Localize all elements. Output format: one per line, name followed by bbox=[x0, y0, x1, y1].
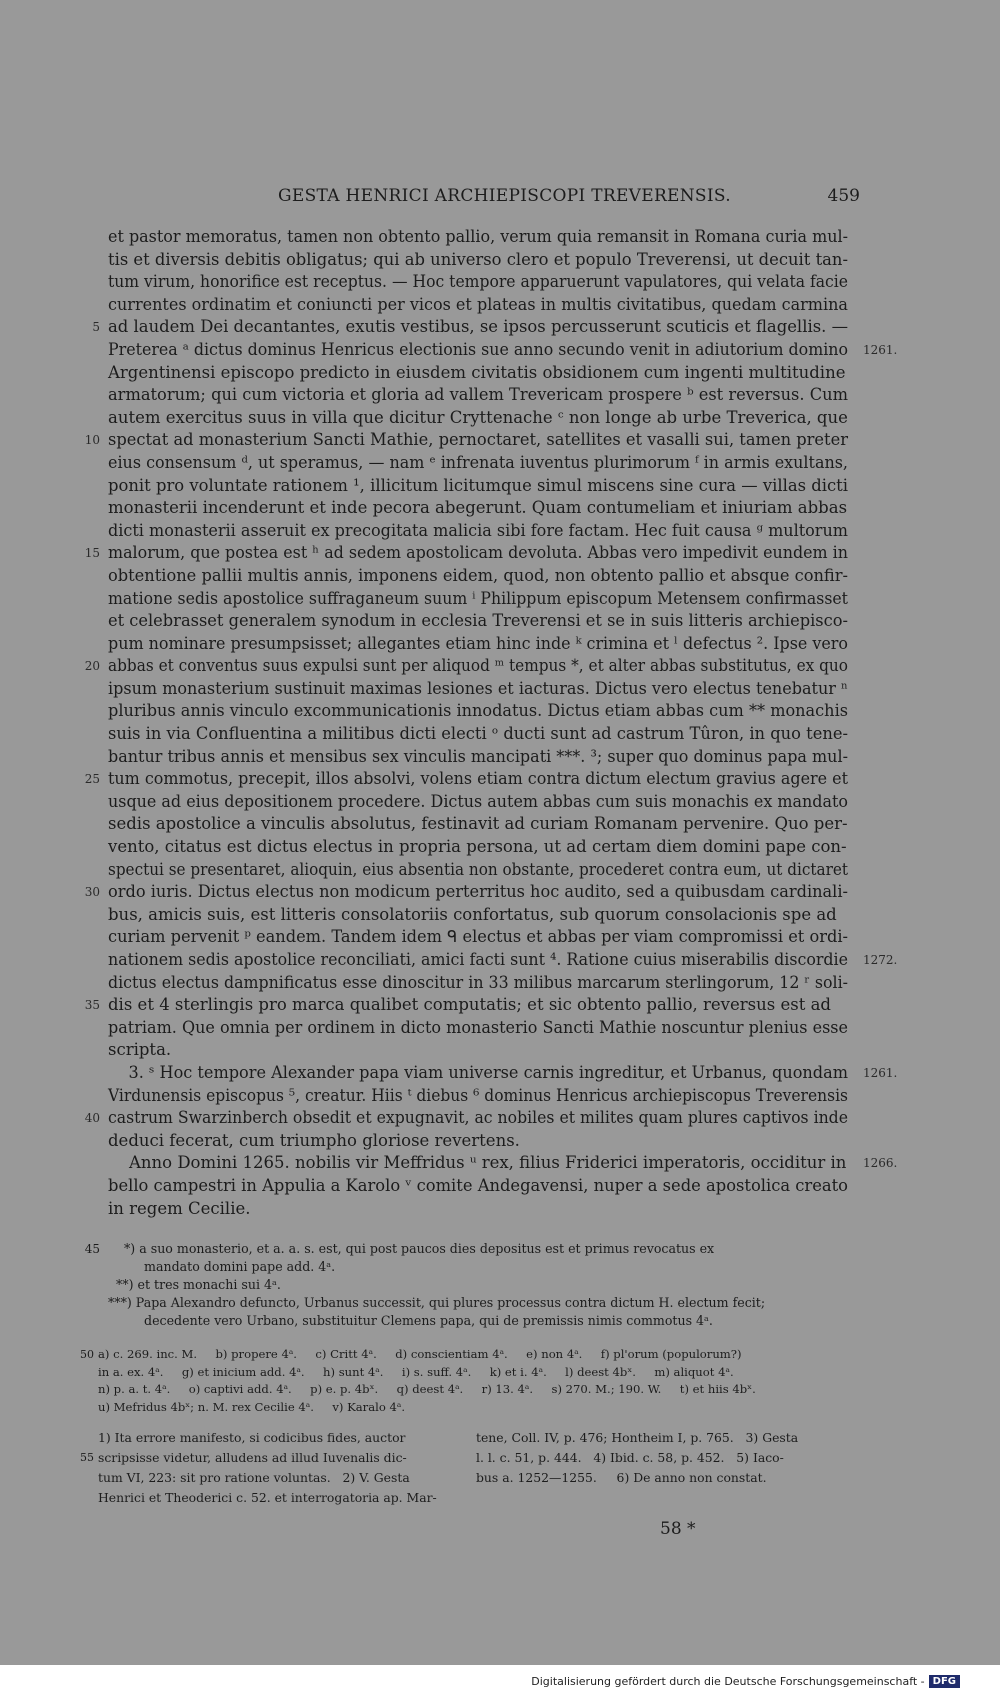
footnote-line bbox=[108, 1312, 853, 1330]
text-line bbox=[108, 497, 853, 520]
variant-line bbox=[98, 1381, 858, 1399]
line-text: ipsum monasterium sustinuit maximas lesiones et iacturas. Dictus vero electus tenebatur ⁿ bbox=[108, 678, 848, 698]
text-line bbox=[108, 1198, 853, 1221]
margin-year: 1261. bbox=[863, 342, 898, 357]
text-line bbox=[84, 994, 853, 1017]
text-line bbox=[108, 362, 853, 385]
line-text: spectat ad monasterium Sancti Mathie, pernoctaret, satellites et vasalli sui, tamen preter bbox=[108, 430, 848, 450]
text-line bbox=[108, 271, 853, 294]
text-line bbox=[92, 316, 853, 339]
variant-apparatus bbox=[80, 1346, 858, 1416]
reference-line bbox=[476, 1448, 858, 1468]
running-title: GESTA HENRICI ARCHIEPISCOPI TREVERENSIS. bbox=[278, 186, 731, 206]
text-line bbox=[108, 294, 853, 317]
line-text: obtentione pallii multis annis, imponens eidem, quod, non obtento pallio et absque confir- bbox=[108, 565, 848, 585]
footnote-text: mandato domini pape add. 4ᵃ. bbox=[108, 1259, 336, 1274]
line-text: Preterea ᵃ dictus dominus Henricus electionis sue anno secundo venit in adiutorium domino bbox=[108, 339, 848, 359]
line-number: 45 bbox=[84, 1242, 100, 1256]
margin-year: 1266. bbox=[863, 1156, 898, 1171]
text-line bbox=[108, 520, 853, 543]
line-text: tum commotus, precepit, illos absolvi, volens etiam contra dictum electum gravius agere et bbox=[108, 769, 848, 789]
variant-text: a) c. 269. inc. M. b) propere 4ᵃ. c) Critt 4ᵃ. d) conscientiam 4ᵃ. e) non 4ᵃ. f) pl'orum (populorum?) bbox=[98, 1347, 742, 1361]
text-line bbox=[108, 813, 853, 836]
text-line bbox=[108, 452, 853, 475]
line-text: spectui se presentaret, alioquin, eius absentia non obstante, procederet contra eum, ut dictaret bbox=[108, 859, 848, 879]
line-number: 5 bbox=[92, 320, 100, 335]
text-line bbox=[84, 429, 853, 452]
line-text: bantur tribus annis et mensibus sex vinculis mancipati ***. ³; super quo dominus papa mul- bbox=[108, 746, 848, 766]
reference-line bbox=[98, 1488, 466, 1508]
line-text: Virdunensis episcopus ⁵, creatur. Hiis ᵗ diebus ⁶ dominus Henricus archiepiscopus Treverensis bbox=[108, 1085, 848, 1105]
dfg-logo: DFG bbox=[929, 1675, 960, 1688]
reference-notes bbox=[80, 1428, 858, 1518]
footnote-line bbox=[84, 1240, 853, 1258]
line-text: patriam. Que omnia per ordinem in dicto monasterio Sancti Mathie noscuntur plenius esse bbox=[108, 1017, 848, 1037]
text-line bbox=[108, 588, 853, 611]
text-line bbox=[84, 881, 853, 904]
text-line bbox=[108, 1085, 853, 1108]
text-line bbox=[108, 972, 853, 995]
text-line bbox=[108, 1152, 898, 1175]
line-text: et pastor memoratus, tamen non obtento pallio, verum quia remansit in Romana curia mul- bbox=[108, 227, 848, 246]
line-text: tum virum, honorifice est receptus. — Hoc tempore apparuerunt vapulatores, qui velata facie bbox=[108, 272, 848, 292]
text-line bbox=[108, 565, 853, 588]
text-line bbox=[108, 339, 898, 362]
text-line bbox=[84, 768, 853, 791]
reference-text: 1) Ita errore manifesto, si codicibus fides, auctor bbox=[98, 1430, 406, 1445]
line-text: 3. ˢ Hoc tempore Alexander papa viam universe carnis ingreditur, et Urbanus, quondam bbox=[108, 1062, 848, 1082]
reference-text: l. l. c. 51, p. 444. 4) Ibid. c. 58, p. 452. 5) Iaco- bbox=[476, 1450, 784, 1465]
footer-credit bbox=[531, 1675, 960, 1689]
text-line bbox=[108, 226, 853, 249]
footnote-line bbox=[108, 1258, 853, 1276]
line-text: usque ad eius depositionem procedere. Dictus autem abbas cum suis monachis ex mandato bbox=[108, 791, 848, 811]
text-line bbox=[108, 1062, 898, 1085]
main-text bbox=[84, 226, 898, 1220]
reference-line bbox=[80, 1448, 466, 1468]
variant-text: u) Mefridus 4bˣ; n. M. rex Cecilie 4ᵃ. v) Karalo 4ᵃ. bbox=[98, 1399, 406, 1414]
reference-text: scripsisse videtur, alludens ad illud Iuvenalis dic- bbox=[98, 1450, 407, 1465]
variant-line bbox=[80, 1346, 858, 1364]
line-text: Argentinensi episcopo predicto in eiusdem civitatis obsidionem cum ingenti multitudine bbox=[108, 362, 846, 382]
line-number: 15 bbox=[84, 546, 100, 561]
line-text: eius consensum ᵈ, ut speramus, — nam ᵉ infrenata iuventus plurimorum ᶠ in armis exultans, bbox=[108, 452, 848, 472]
footer-credit-text: Digitalisierung gefördert durch die Deutsche Forschungsgemeinschaft - bbox=[531, 1674, 925, 1688]
reference-text: Henrici et Theoderici c. 52. et interrogatoria ap. Mar- bbox=[98, 1490, 437, 1505]
line-text: bello campestri in Appulia a Karolo ᵛ comite Andegavensi, nuper a sede apostolica creato bbox=[108, 1175, 848, 1195]
text-line bbox=[108, 384, 853, 407]
line-text: castrum Swarzinberch obsedit et expugnavit, ac nobiles et milites quam plures captivos inde bbox=[108, 1108, 848, 1128]
line-text: tis et diversis debitis obligatus; qui ab universo clero et populo Treverensi, ut decuit tan- bbox=[108, 249, 848, 269]
line-text: autem exercitus suus in villa que dicitur Cryttenache ᶜ non longe ab urbe Treverica, que bbox=[108, 407, 848, 427]
margin-year: 1261. bbox=[863, 1065, 898, 1080]
text-line bbox=[84, 655, 853, 678]
text-line bbox=[108, 249, 853, 272]
page-number: 459 bbox=[827, 186, 860, 206]
text-line bbox=[84, 1107, 853, 1130]
line-text: sedis apostolice a vinculis absolutus, festinavit ad curiam Romanam pervenire. Quo per- bbox=[108, 814, 848, 834]
text-line bbox=[108, 949, 898, 972]
reference-text: tum VI, 223: sit pro ratione voluntas. 2) V. Gesta bbox=[98, 1470, 410, 1485]
reference-line bbox=[98, 1468, 466, 1488]
reference-line bbox=[476, 1468, 858, 1488]
line-number: 50 bbox=[80, 1348, 94, 1361]
line-number: 25 bbox=[84, 772, 100, 787]
line-text: deduci fecerat, cum triumpho gloriose revertens. bbox=[108, 1130, 520, 1150]
line-text: malorum, que postea est ʰ ad sedem apostolicam devoluta. Abbas vero impedivit eundem in bbox=[108, 543, 848, 563]
line-text: ponit pro voluntate rationem ¹, illicitum licitumque simul miscens sine cura — villas dicti bbox=[108, 475, 848, 495]
line-text: nationem sedis apostolice reconciliati, amici facti sunt ⁴. Ratione cuius miserabilis discordie bbox=[108, 950, 848, 969]
line-text: vento, citatus est dictus electus in propria persona, ut ad certam diem domini pape con- bbox=[108, 837, 847, 857]
line-text: armatorum; qui cum victoria et gloria ad vallem Trevericam prospere ᵇ est reversus. Cum bbox=[108, 385, 848, 405]
text-line bbox=[108, 836, 853, 859]
reference-column-right bbox=[476, 1428, 858, 1488]
line-text: currentes ordinatim et coniuncti per vicos et plateas in multis civitatibus, quedam carmina bbox=[108, 294, 848, 314]
line-text: Anno Domini 1265. nobilis vir Meffridus ᵘ rex, filius Friderici imperatoris, occiditur in bbox=[108, 1153, 847, 1173]
text-line bbox=[108, 475, 853, 498]
line-text: et celebrasset generalem synodum in ecclesia Treverensi et se in suis litteris archiepisco- bbox=[108, 611, 848, 631]
text-line bbox=[108, 1130, 853, 1153]
line-text: monasterii incenderunt et inde pecora abegerunt. Quam contumeliam et iniuriam abbas bbox=[108, 498, 848, 518]
line-text: suis in via Confluentina a militibus dicti electi ᵒ ducti sunt ad castrum Tûron, in quo tene- bbox=[108, 724, 848, 744]
line-text: abbas et conventus suus expulsi sunt per aliquod ᵐ tempus *, et alter abbas substitutus, ex quo bbox=[108, 656, 848, 676]
line-number: 55 bbox=[80, 1451, 94, 1464]
line-number: 10 bbox=[84, 433, 100, 448]
footnote-text: decedente vero Urbano, substituitur Clemens papa, qui de premissis nimis commotus 4ᵃ. bbox=[108, 1313, 713, 1328]
text-line bbox=[108, 904, 853, 927]
reference-text: bus a. 1252—1255. 6) De anno non constat. bbox=[476, 1470, 767, 1485]
text-line bbox=[108, 746, 853, 769]
sheet-signature: 58 * bbox=[660, 1519, 696, 1539]
variant-text: in a. ex. 4ᵃ. g) et inicium add. 4ᵃ. h) sunt 4ᵃ. i) s. suff. 4ᵃ. k) et i. 4ᵃ. l) deest 4bˣ. m) aliquot 4ᵃ. bbox=[98, 1364, 734, 1379]
line-text: in regem Cecilie. bbox=[108, 1198, 251, 1218]
margin-year: 1272. bbox=[863, 953, 898, 967]
reference-line bbox=[476, 1428, 858, 1448]
text-line bbox=[84, 542, 853, 565]
reference-text: tene, Coll. IV, p. 476; Hontheim I, p. 765. 3) Gesta bbox=[476, 1430, 799, 1445]
line-text: dictus electus dampnificatus esse dinoscitur in 33 milibus marcarum sterlingorum, 12 ʳ soli- bbox=[108, 972, 848, 992]
reference-line bbox=[98, 1428, 466, 1448]
variant-text: n) p. a. t. 4ᵃ. o) captivi add. 4ᵃ. p) e. p. 4bˣ. q) deest 4ᵃ. r) 13. 4ᵃ. s) 270. M.; 190. W. t) et hiis 4bˣ. bbox=[98, 1382, 756, 1396]
line-text: bus, amicis suis, est litteris consolatoriis confortatus, sub quorum consolacionis spe ad bbox=[108, 904, 837, 924]
line-text: dicti monasterii asseruit ex precogitata malicia sibi fore factam. Hec fuit causa ᵍ multorum bbox=[108, 520, 848, 540]
footnote-line bbox=[108, 1294, 853, 1312]
variant-line bbox=[98, 1399, 858, 1417]
line-text: ad laudem Dei decantantes, exutis vestibus, se ipsos percusserunt scuticis et flagellis. — bbox=[108, 317, 848, 337]
line-text: dis et 4 sterlingis pro marca qualibet computatis; et sic obtento pallio, reversus est ad bbox=[108, 995, 831, 1015]
line-text: curiam pervenit ᵖ eandem. Tandem idem ᑫ electus et abbas per viam compromissi et ordi- bbox=[108, 927, 848, 947]
line-number: 20 bbox=[84, 659, 100, 674]
text-line bbox=[108, 723, 853, 746]
text-line bbox=[108, 407, 853, 430]
text-line bbox=[108, 633, 853, 656]
line-text: scripta. bbox=[108, 1040, 172, 1060]
footnote-text: *) a suo monasterio, et a. a. s. est, qui post paucos dies depositus est et primus revocatus ex bbox=[108, 1241, 715, 1256]
text-line bbox=[108, 1017, 853, 1040]
line-text: matione sedis apostolice suffraganeum suum ⁱ Philippum episcopum Metensem confirmasset bbox=[108, 588, 848, 608]
text-line bbox=[108, 859, 853, 882]
line-text: ordo iuris. Dictus electus non modicum perterritus hoc audito, sed a quibusdam cardinali- bbox=[108, 882, 848, 902]
page-header bbox=[100, 186, 860, 212]
line-text: pluribus annis vinculo excommunicationis innodatus. Dictus etiam abbas cum ** monachis bbox=[108, 701, 848, 721]
line-number: 35 bbox=[84, 998, 100, 1013]
text-line bbox=[108, 610, 853, 633]
footnote-text: **) et tres monachi sui 4ᵃ. bbox=[108, 1277, 281, 1292]
line-number: 40 bbox=[84, 1111, 100, 1126]
text-line bbox=[108, 1039, 853, 1062]
text-line bbox=[108, 926, 853, 949]
text-line bbox=[108, 678, 853, 701]
text-line bbox=[108, 791, 853, 814]
reference-column-left bbox=[80, 1428, 466, 1508]
star-footnotes bbox=[84, 1240, 853, 1330]
line-number: 30 bbox=[84, 885, 100, 900]
line-text: pum nominare presumpsisset; allegantes etiam hinc inde ᵏ crimina et ˡ defectus ². Ipse vero bbox=[108, 633, 848, 653]
text-line bbox=[108, 700, 853, 723]
footnote-line bbox=[108, 1276, 853, 1294]
footnote-text: ***) Papa Alexandro defuncto, Urbanus successit, qui plures processus contra dictum H. electum fecit; bbox=[108, 1295, 766, 1310]
text-line bbox=[108, 1175, 853, 1198]
variant-line bbox=[98, 1364, 858, 1382]
